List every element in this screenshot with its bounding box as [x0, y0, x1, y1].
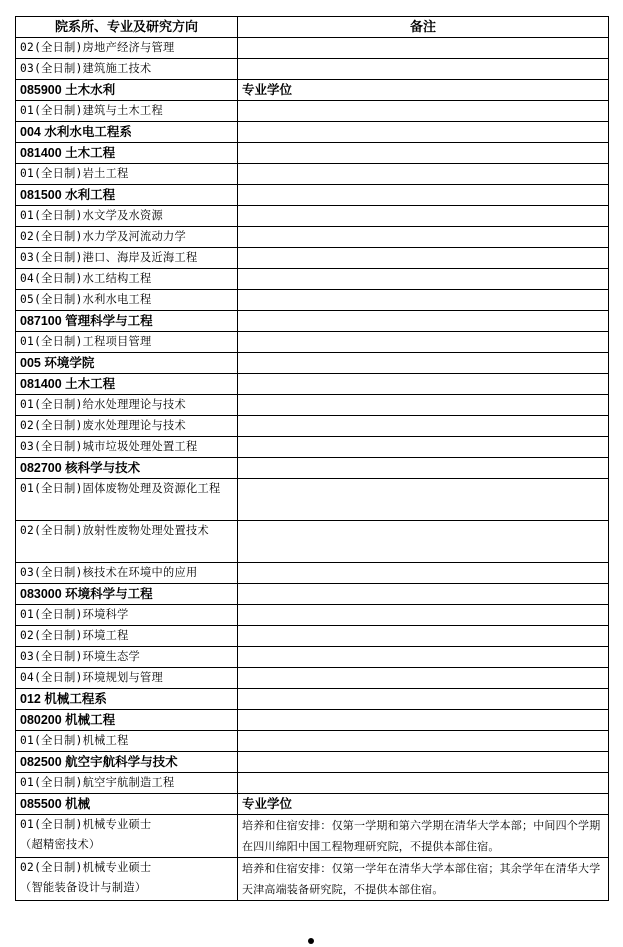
table-row — [16, 227, 609, 248]
table-row — [16, 479, 609, 521]
row-note — [238, 101, 609, 122]
program-direction: 02(全日制)废水处理理论与技术 — [16, 416, 238, 437]
table-row — [16, 248, 609, 269]
row-note: 专业学位 — [238, 794, 609, 815]
section-heading: 087100 管理科学与工程 — [16, 311, 238, 332]
row-note — [238, 395, 609, 416]
table-row — [16, 311, 609, 332]
row-note — [238, 458, 609, 479]
program-direction: 04(全日制)水工结构工程 — [16, 269, 238, 290]
table-row — [16, 689, 609, 710]
table-row — [16, 521, 609, 563]
table-row — [16, 290, 609, 311]
header-program: 院系所、专业及研究方向 — [16, 17, 238, 38]
row-note — [238, 416, 609, 437]
row-note — [238, 521, 609, 563]
row-note — [238, 374, 609, 395]
table-row — [16, 710, 609, 731]
table-row — [16, 269, 609, 290]
table-row — [16, 101, 609, 122]
program-direction: 01(全日制)工程项目管理 — [16, 332, 238, 353]
row-note — [238, 752, 609, 773]
table-header-row — [16, 17, 609, 38]
program-direction: 02(全日制)放射性废物处理处置技术 — [16, 521, 238, 563]
table-row — [16, 395, 609, 416]
row-note — [238, 269, 609, 290]
row-note — [238, 710, 609, 731]
row-note — [238, 122, 609, 143]
program-direction: 04(全日制)环境规划与管理 — [16, 668, 238, 689]
section-heading: 081400 土木工程 — [16, 374, 238, 395]
row-note — [238, 479, 609, 521]
table-row — [16, 80, 609, 101]
section-heading: 085500 机械 — [16, 794, 238, 815]
row-note — [238, 164, 609, 185]
page-marker-dot — [308, 938, 314, 944]
table-row — [16, 794, 609, 815]
table-row — [16, 858, 609, 901]
program-direction: 01(全日制)给水处理理论与技术 — [16, 395, 238, 416]
table-row — [16, 731, 609, 752]
table-row — [16, 416, 609, 437]
table-row — [16, 143, 609, 164]
program-direction: 05(全日制)水利水电工程 — [16, 290, 238, 311]
row-note — [238, 332, 609, 353]
table-row — [16, 752, 609, 773]
program-direction: 02(全日制)机械专业硕士 （智能装备设计与制造） — [16, 858, 238, 901]
program-direction: 01(全日制)环境科学 — [16, 605, 238, 626]
row-note: 专业学位 — [238, 80, 609, 101]
program-direction: 01(全日制)机械专业硕士 （超精密技术） — [16, 815, 238, 858]
table-row — [16, 626, 609, 647]
row-note — [238, 227, 609, 248]
section-heading: 085900 土木水利 — [16, 80, 238, 101]
program-direction: 02(全日制)水力学及河流动力学 — [16, 227, 238, 248]
program-direction: 03(全日制)环境生态学 — [16, 647, 238, 668]
table-row — [16, 164, 609, 185]
section-heading: 081500 水利工程 — [16, 185, 238, 206]
row-note — [238, 311, 609, 332]
table-row — [16, 563, 609, 584]
table-row — [16, 353, 609, 374]
row-note — [238, 353, 609, 374]
section-heading: 083000 环境科学与工程 — [16, 584, 238, 605]
row-note — [238, 185, 609, 206]
table-row — [16, 59, 609, 80]
row-note: 培养和住宿安排：仅第一学期和第六学期在清华大学本部；中间四个学期在四川绵阳中国工程物理研究院，不提供本部住宿。 — [238, 815, 609, 858]
program-direction: 03(全日制)港口、海岸及近海工程 — [16, 248, 238, 269]
table-row — [16, 458, 609, 479]
table-row — [16, 773, 609, 794]
row-note — [238, 584, 609, 605]
section-heading: 080200 机械工程 — [16, 710, 238, 731]
row-note — [238, 626, 609, 647]
program-direction: 01(全日制)航空宇航制造工程 — [16, 773, 238, 794]
program-table — [15, 16, 609, 901]
program-direction: 03(全日制)核技术在环境中的应用 — [16, 563, 238, 584]
section-heading: 082700 核科学与技术 — [16, 458, 238, 479]
program-direction: 01(全日制)固体废物处理及资源化工程 — [16, 479, 238, 521]
program-direction: 03(全日制)建筑施工技术 — [16, 59, 238, 80]
table-row — [16, 332, 609, 353]
row-note — [238, 668, 609, 689]
row-note — [238, 731, 609, 752]
row-note — [238, 143, 609, 164]
row-note — [238, 689, 609, 710]
section-heading: 005 环境学院 — [16, 353, 238, 374]
program-direction: 02(全日制)环境工程 — [16, 626, 238, 647]
row-note — [238, 563, 609, 584]
table-row — [16, 668, 609, 689]
table-row — [16, 206, 609, 227]
program-direction: 01(全日制)建筑与土木工程 — [16, 101, 238, 122]
row-note — [238, 647, 609, 668]
row-note — [238, 38, 609, 59]
header-notes: 备注 — [238, 17, 609, 38]
row-note — [238, 773, 609, 794]
table-row — [16, 815, 609, 858]
program-direction: 03(全日制)城市垃圾处理处置工程 — [16, 437, 238, 458]
table-row — [16, 374, 609, 395]
row-note: 培养和住宿安排：仅第一学年在清华大学本部住宿；其余学年在清华大学天津高端装备研究院，不提供本部住宿。 — [238, 858, 609, 901]
section-heading: 082500 航空宇航科学与技术 — [16, 752, 238, 773]
section-heading: 081400 土木工程 — [16, 143, 238, 164]
table-row — [16, 584, 609, 605]
program-direction: 01(全日制)岩土工程 — [16, 164, 238, 185]
program-direction: 01(全日制)水文学及水资源 — [16, 206, 238, 227]
program-direction: 02(全日制)房地产经济与管理 — [16, 38, 238, 59]
row-note — [238, 605, 609, 626]
row-note — [238, 248, 609, 269]
row-note — [238, 437, 609, 458]
table-row — [16, 38, 609, 59]
row-note — [238, 59, 609, 80]
row-note — [238, 206, 609, 227]
table-row — [16, 647, 609, 668]
section-heading: 012 机械工程系 — [16, 689, 238, 710]
row-note — [238, 290, 609, 311]
program-direction: 01(全日制)机械工程 — [16, 731, 238, 752]
table-row — [16, 122, 609, 143]
table-row — [16, 437, 609, 458]
section-heading: 004 水利水电工程系 — [16, 122, 238, 143]
table-row — [16, 605, 609, 626]
table-row — [16, 185, 609, 206]
